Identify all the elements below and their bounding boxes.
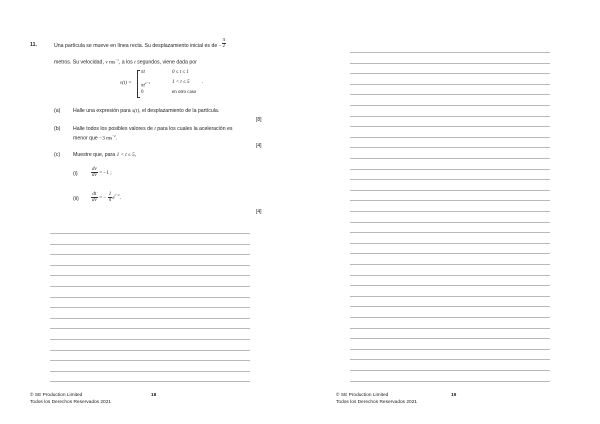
piece-2: [141, 80, 150, 90]
part-a-text-1: Halle una expresión para: [73, 108, 131, 114]
answer-line[interactable]: [50, 360, 250, 361]
part-cii-num: dt: [92, 192, 97, 197]
part-ci-num: dv: [92, 167, 97, 172]
part-c-label: (c): [54, 152, 61, 158]
intro-2c: segundos, viene dada por: [137, 59, 197, 66]
intro-text-1: Una partícula se mueve en línea recta. Su desplazamiento inicial es de: [54, 42, 218, 49]
piece-1-cond: 0 ≤ t ≤ 1: [172, 70, 189, 75]
velocity-symbol: v: [105, 59, 108, 66]
answer-line[interactable]: [350, 338, 550, 339]
answer-line[interactable]: [350, 137, 550, 138]
answer-line[interactable]: [350, 243, 550, 244]
part-b-text-1b: para los cuales la aceleración es: [157, 126, 233, 132]
answer-line[interactable]: [350, 116, 550, 117]
answer-line[interactable]: [350, 317, 550, 318]
answer-line[interactable]: [350, 179, 550, 180]
answer-line[interactable]: [350, 105, 550, 106]
displacement-sign: −: [218, 42, 222, 49]
part-cii-expr: [91, 192, 121, 203]
part-cii-coef-num: 1: [108, 192, 112, 197]
answer-line[interactable]: [350, 200, 550, 201]
footer-rights-left: Todos los Derechos Reservados 2021: [30, 400, 112, 405]
footer-copyright-right: © SE Production Limited: [336, 393, 389, 398]
displacement-den: 2: [222, 44, 226, 49]
answer-line[interactable]: [350, 158, 550, 159]
function-end: .: [202, 80, 204, 85]
intro-2a: metros. Su velocidad,: [54, 59, 104, 66]
piece-2-exp: 2−t: [144, 81, 150, 85]
answer-line[interactable]: [50, 318, 250, 319]
answer-line[interactable]: [350, 349, 550, 350]
answer-line[interactable]: [50, 339, 250, 340]
part-a-text: [73, 108, 219, 114]
intro-2b: , a los: [118, 59, 133, 66]
part-cii-end: .: [119, 194, 122, 201]
answer-line[interactable]: [350, 232, 550, 233]
answer-line[interactable]: [350, 359, 550, 360]
answer-line[interactable]: [350, 253, 550, 254]
part-cii-rhs-exp: t−2: [114, 193, 120, 198]
part-a-label: (a): [54, 108, 61, 114]
piece-2-cond: 1 < t ≤ 5: [172, 80, 190, 85]
answer-line[interactable]: [350, 73, 550, 74]
answer-line[interactable]: [350, 52, 550, 53]
part-cii-den: dv: [92, 198, 97, 203]
part-b-label: (b): [54, 126, 61, 132]
part-b-value-exp: −2: [112, 134, 116, 138]
answer-line[interactable]: [50, 350, 250, 351]
part-c-end: ,: [134, 152, 137, 158]
answer-line[interactable]: [350, 63, 550, 64]
part-cii-label: (ii): [73, 196, 79, 202]
part-ci-rhs: = −1 ;: [99, 169, 112, 176]
velocity-unit: ms: [109, 59, 116, 66]
part-ci-expr: [91, 167, 112, 178]
answer-line[interactable]: [50, 307, 250, 308]
piecewise-brace: [137, 70, 140, 98]
time-symbol: t: [134, 59, 136, 66]
answer-line[interactable]: [350, 169, 550, 170]
part-ci-fraction: [91, 167, 98, 178]
answer-line[interactable]: [350, 264, 550, 265]
answer-line[interactable]: [50, 297, 250, 298]
part-b-marks: [4]: [256, 143, 262, 149]
part-c-text-1: Muestre que, para: [73, 152, 116, 158]
answer-line[interactable]: [50, 265, 250, 266]
part-b-value: −3 ms: [99, 135, 113, 142]
function-lhs: v(t) =: [120, 81, 132, 86]
answer-line[interactable]: [350, 222, 550, 223]
part-c-range: 1 < t ≤ 5: [116, 152, 135, 158]
piece-2-expr: πt: [141, 83, 145, 89]
answer-line[interactable]: [50, 254, 250, 255]
part-a-expr: s(t): [132, 108, 140, 114]
part-b-end: .: [115, 135, 118, 142]
part-b-text-2: menor que: [73, 135, 98, 142]
displacement-num: π: [222, 38, 226, 43]
footer-rights-right: Todos los Derechos Reservados 2021: [336, 400, 418, 405]
piece-3-expr: 0: [141, 90, 144, 95]
answer-line[interactable]: [350, 126, 550, 127]
answer-line[interactable]: [50, 233, 250, 234]
answer-line[interactable]: [50, 371, 250, 372]
part-b-line-2: [73, 133, 117, 142]
answer-line[interactable]: [350, 94, 550, 95]
answer-line[interactable]: [350, 211, 550, 212]
part-ci-label: (i): [73, 171, 78, 177]
piece-3-cond: en otro caso: [172, 90, 197, 95]
part-cii-fraction: [91, 192, 98, 203]
answer-line[interactable]: [50, 286, 250, 287]
answer-line[interactable]: [350, 285, 550, 286]
answer-line[interactable]: [50, 328, 250, 329]
answer-line[interactable]: [350, 296, 550, 297]
answer-line[interactable]: [50, 244, 250, 245]
part-cii-rhs-a: = −: [99, 194, 107, 201]
part-cii-rhs-b: e: [112, 194, 115, 201]
answer-line[interactable]: [350, 306, 550, 307]
displacement-fraction: [222, 38, 227, 49]
velocity-unit-exp: −1: [115, 58, 119, 62]
part-a-text-2: , el desplazamiento de la partícula.: [139, 108, 220, 114]
answer-line[interactable]: [350, 381, 550, 382]
part-a-marks: [8]: [256, 117, 262, 123]
answer-line[interactable]: [350, 84, 550, 85]
part-b-text-1: Halle todos los posibles valores de: [73, 126, 153, 132]
right-page: [300, 0, 600, 424]
part-c-text: [73, 152, 136, 158]
answer-line[interactable]: [50, 275, 250, 276]
page-number-left: 18: [151, 393, 157, 398]
question-number: 11.: [30, 42, 37, 48]
question-intro-line-1: [54, 38, 226, 49]
answer-line[interactable]: [50, 381, 250, 382]
part-cii-coef-den: π: [108, 198, 112, 203]
piece-1-expr: πt: [141, 70, 145, 75]
part-c-marks: [4]: [256, 209, 262, 215]
answer-line[interactable]: [350, 275, 550, 276]
part-b-var: t: [154, 126, 156, 132]
answer-line[interactable]: [350, 190, 550, 191]
answer-line[interactable]: [350, 147, 550, 148]
footer-copyright-left: © SE Production Limited: [30, 393, 83, 398]
answer-line[interactable]: [350, 370, 550, 371]
answer-line[interactable]: [350, 328, 550, 329]
part-ci-den: dv: [92, 173, 97, 178]
question-intro-line-2: [54, 57, 197, 66]
part-b-line-1: [73, 126, 233, 132]
page-number-right: 19: [451, 393, 457, 398]
